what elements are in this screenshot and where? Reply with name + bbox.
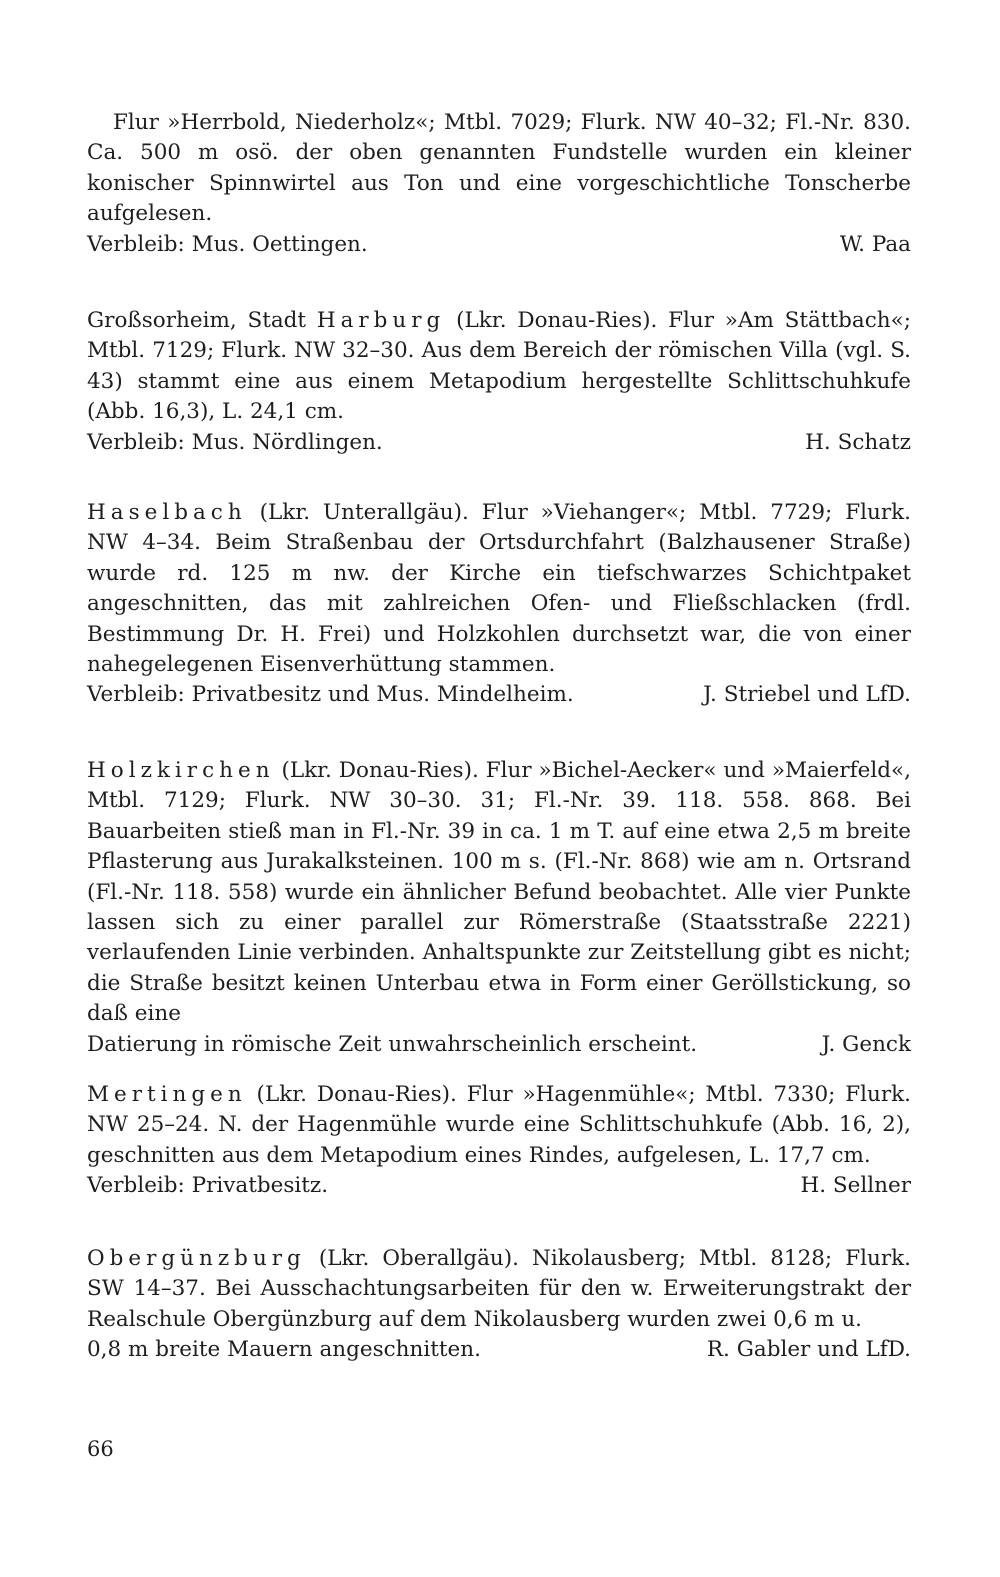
entry-body: (Lkr. Oberallgäu). Nikolausberg; Mtbl. 8128; Flurk. SW 14–37. Bei Ausschachtungsarbeiten für den w. Erweiterungstrakt der Realschule Obergünzburg auf dem Nikolausberg wurden zwei 0,6 m u.: [87, 1246, 911, 1332]
entry-footer: [87, 230, 911, 260]
verbleib-line: Verbleib: Mus. Oettingen.: [87, 231, 368, 257]
page-number: 66: [87, 1437, 114, 1461]
entry-place-name: Mertingen: [87, 1082, 247, 1107]
verbleib-line: Verbleib: Privatbesitz.: [87, 1173, 329, 1199]
entry-holzkirchen: [87, 756, 911, 1060]
entry-body: (Lkr. Donau-Ries). Flur »Hagenmühle«; Mtbl. 7330; Flurk. NW 25–24. N. der Hagenmühle wurde eine Schlittschuhkufe (Abb. 16, 2), geschnitten aus dem Metapodium eines Rindes, aufgelesen, L. 17,7 cm.: [87, 1082, 911, 1168]
entry-herrbold: [87, 108, 911, 260]
author-name: J. Striebel und LfD.: [703, 682, 911, 708]
entry-place-name: Haselbach: [87, 500, 247, 525]
entry-last-line: 0,8 m breite Mauern angeschnitten.: [87, 1337, 481, 1363]
entry-text: [87, 498, 911, 680]
entry-footer: [87, 1335, 911, 1365]
entry-prefix: Großsorheim, Stadt: [87, 308, 317, 333]
verbleib-line: Verbleib: Mus. Nördlingen.: [87, 429, 383, 455]
entry-mertingen: [87, 1080, 911, 1202]
author-name: R. Gabler und LfD.: [706, 1337, 911, 1363]
entry-footer: [87, 1030, 911, 1060]
entry-harburg: [87, 306, 911, 458]
entry-haselbach: [87, 498, 911, 711]
entry-footer: [87, 1171, 911, 1201]
entry-body: (Lkr. Donau-Ries). Flur »Am Stättbach«; Mtbl. 7129; Flurk. NW 32–30. Aus dem Bereich der römischen Villa (vgl. S. 43) stammt eine aus einem Metapodium hergestellte Schlittschuhkufe (Abb. 16,3), L. 24,1 cm.: [87, 308, 911, 425]
entry-text: Flur »Herrbold, Niederholz«; Mtbl. 7029; Flurk. NW 40–32; Fl.-Nr. 830. Ca. 500 m osö. der oben genannten Fundstelle wurden ein kleiner konischer Spinnwirtel aus Ton und eine vorgeschichtliche Tonscherbe aufgelesen.: [87, 110, 911, 227]
author-name: H. Schatz: [805, 429, 911, 455]
entry-text: [87, 1080, 911, 1171]
verbleib-line: Verbleib: Privatbesitz und Mus. Mindelheim.: [87, 682, 574, 708]
entry-oberguenzburg: [87, 1244, 911, 1366]
entry-place-name: Obergünzburg: [87, 1246, 306, 1271]
entry-body: (Lkr. Unterallgäu). Flur »Viehanger«; Mtbl. 7729; Flurk. NW 4–34. Beim Straßenbau der Ortsdurchfahrt (Balzhausener Straße) wurde rd. 125 m nw. der Kirche ein tiefschwarzes Schichtpaket angeschnitten, das mit zahlreichen Ofen- und Fließschlacken (frdl. Bestimmung Dr. H. Frei) und Holzkohlen durchsetzt war, die von einer nahegelegenen Eisenverhüttung stammen.: [87, 500, 911, 678]
entry-body: (Lkr. Donau-Ries). Flur »Bichel-Aecker« und »Maierfeld«, Mtbl. 7129; Flurk. NW 30–30. 31; Fl.-Nr. 39. 118. 558. 868. Bei Bauarbeiten stieß man in Fl.-Nr. 39 in ca. 1 m T. auf eine etwa 2,5 m breite Pflasterung aus Jurakalksteinen. 100 m s. (Fl.-Nr. 868) wie am n. Ortsrand (Fl.-Nr. 118. 558) wurde ein ähnlicher Befund beobachtet. Alle vier Punkte lassen sich zu einer parallel zur Römerstraße (Staatsstraße 2221) verlaufenden Linie verbinden. Anhaltspunkte zur Zeitstellung gibt es nicht; die Straße besitzt keinen Unterbau etwa in Form einer Geröllstickung, so daß eine: [87, 758, 911, 1027]
entry-text: [87, 1244, 911, 1335]
entry-text: [87, 756, 911, 1030]
entry-text: [87, 306, 911, 428]
author-name: J. Genck: [821, 1031, 911, 1057]
entry-footer: [87, 428, 911, 458]
entry-last-line: Datierung in römische Zeit unwahrscheinlich erscheint.: [87, 1031, 698, 1057]
entry-place-name: Harburg: [316, 308, 446, 333]
entry-footer: [87, 680, 911, 710]
author-name: H. Sellner: [800, 1173, 911, 1199]
author-name: W. Paa: [839, 231, 911, 257]
entry-place-name: Holzkirchen: [87, 758, 275, 783]
